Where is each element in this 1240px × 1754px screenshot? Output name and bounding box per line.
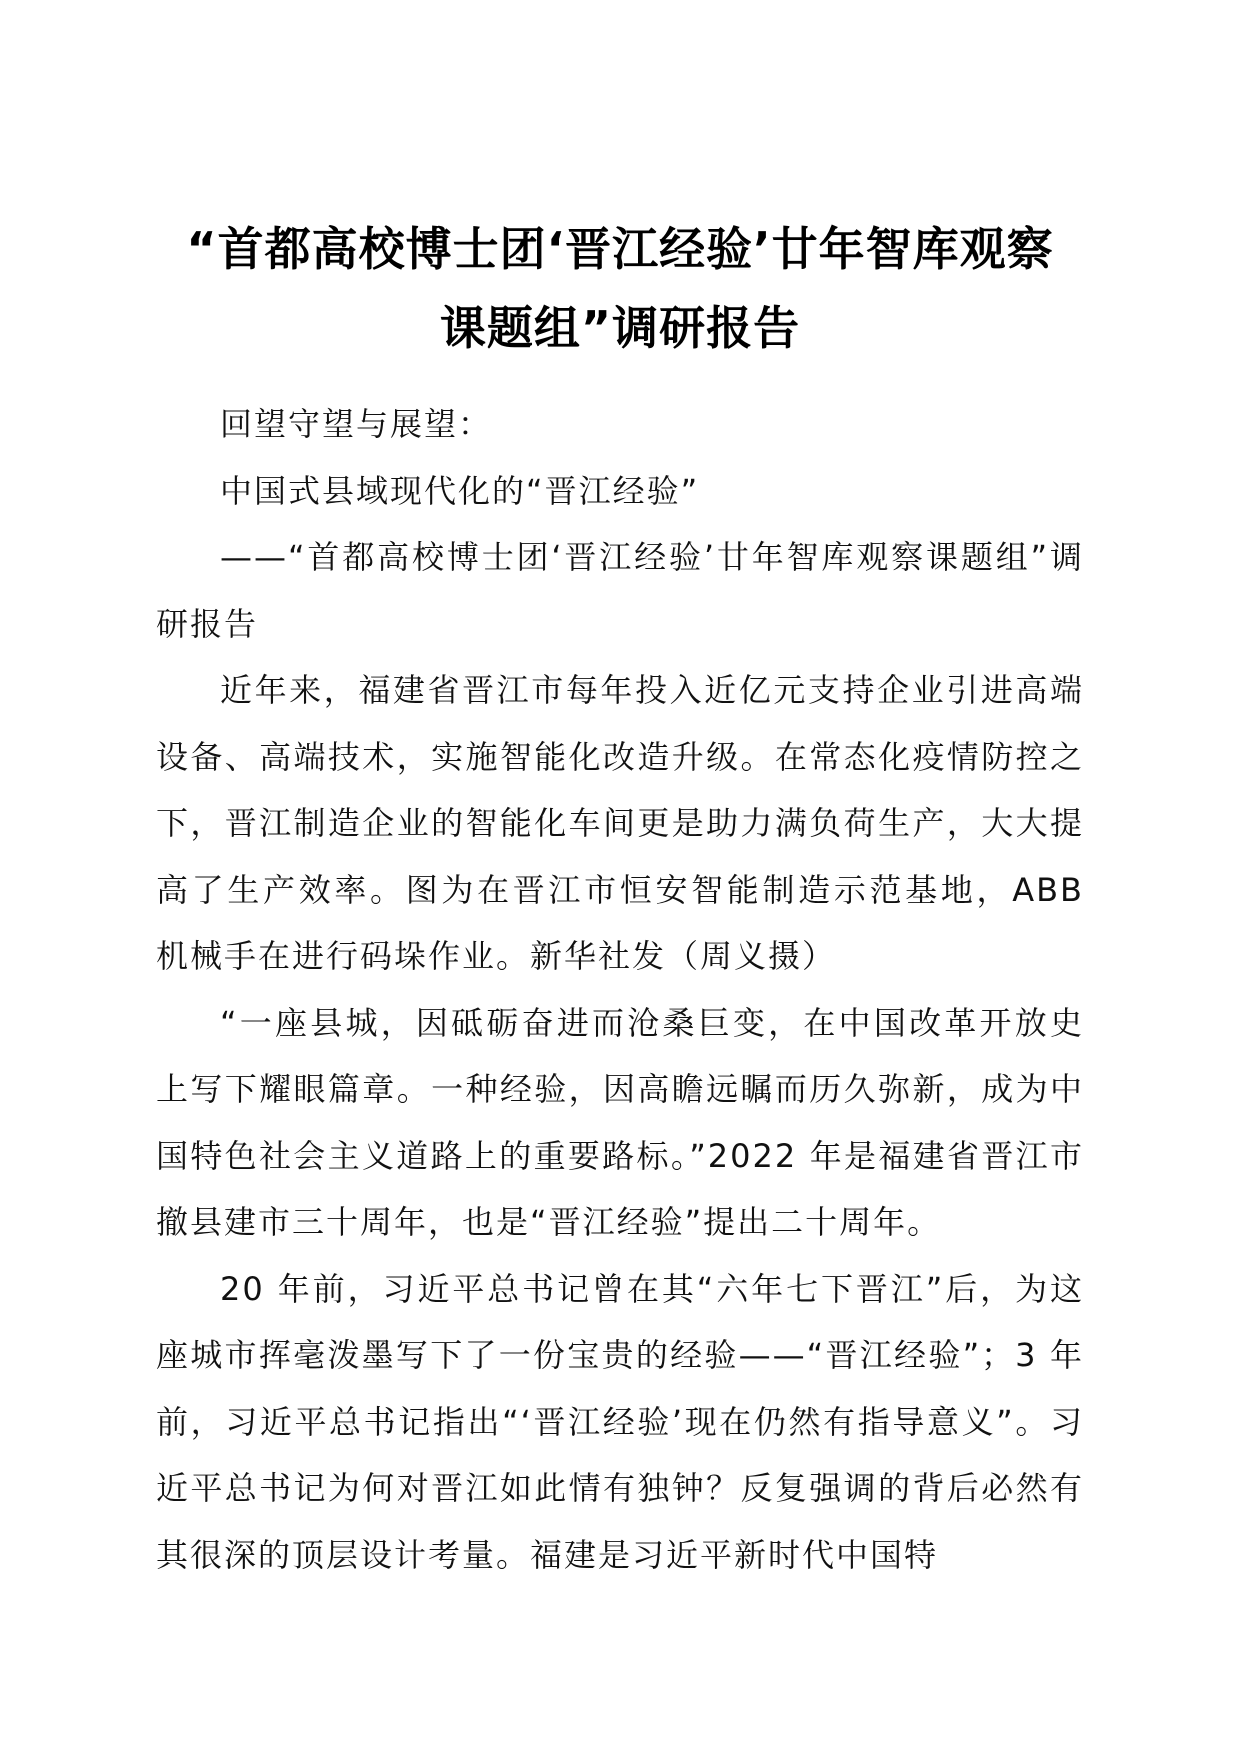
report-body [156,391,1084,1588]
report-title [150,210,1090,368]
subtitle-report-attribution: ——“首都高校博士团‘晋江经验’廿年智库观察课题组”调研报告 [156,538,1084,643]
subtitle-county-modernization: 中国式县域现代化的“晋江经验” [220,471,700,510]
paragraph-county-quote: “一座县城，因砥砺奋进而沧桑巨变，在中国改革开放史上写下耀眼篇章。一种经验，因高瞻远瞩而历久弥新，成为中国特色社会主义道路上的重要路标。”2022 年是福建省晋江市撤县建市三十周年，也是“晋江经验”提出二十周年。 [156,1003,1084,1241]
report-title-line-2: 课题组”调研报告 [439,301,801,355]
subtitle-retrospect: 回望守望与展望： [220,405,493,443]
report-title-line-1: “首都高校博士团‘晋江经验’廿年智库观察 [186,222,1054,276]
paragraph-twenty-years-ago: 20 年前，习近平总书记曾在其“六年七下晋江”后，为这座城市挥毫泼墨写下了一份宝贵的经验——“晋江经验”；3 年前，习近平总书记指出“‘晋江经验’现在仍然有指导意义”。习近平总书记为何对晋江如此情有独钟？反复强调的背后必然有其很深的顶层设计考量。福建是习近平新时代中国特 [156,1269,1084,1574]
paragraph-photo-caption: 近年来，福建省晋江市每年投入近亿元支持企业引进高端设备、高端技术，实施智能化改造升级。在常态化疫情防控之下，晋江制造企业的智能化车间更是助力满负荷生产，大大提高了生产效率。图为在晋江市恒安智能制造示范基地，ABB 机械手在进行码垛作业。新华社发（周义摄） [156,671,1084,975]
